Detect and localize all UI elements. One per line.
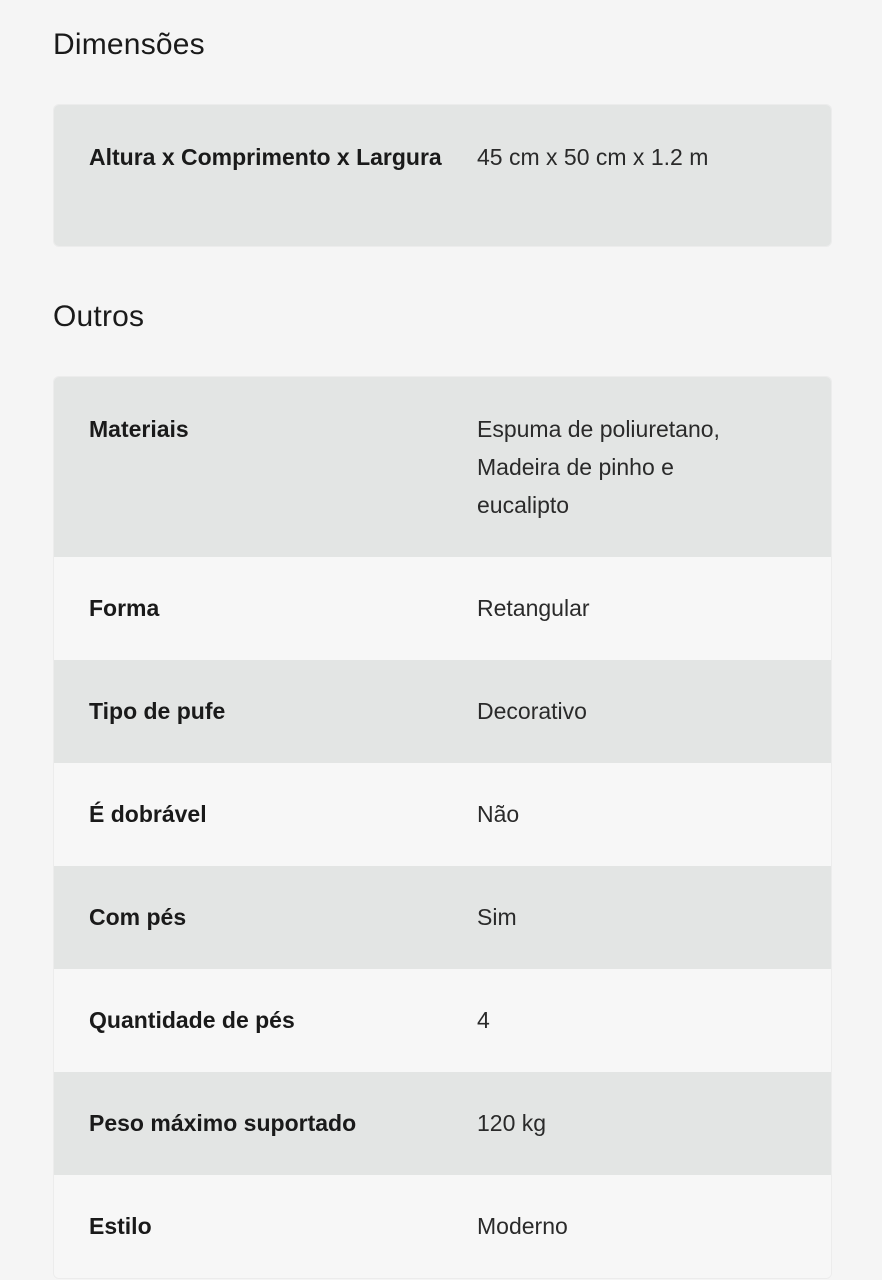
spec-label: Estilo: [89, 1213, 152, 1239]
spec-value: Decorativo: [477, 698, 587, 724]
spec-label: Tipo de pufe: [89, 698, 226, 724]
spec-row-estilo: [54, 1175, 831, 1278]
section-title-dimensoes: Dimensões: [53, 28, 205, 61]
spec-value: Retangular: [477, 595, 590, 621]
spec-value: Espuma de poliuretano, Madeira de pinho e eucalipto: [477, 416, 720, 518]
spec-value: 45 cm x 50 cm x 1.2 m: [477, 144, 709, 170]
spec-label: Forma: [89, 595, 160, 621]
spec-label: É dobrável: [89, 801, 207, 827]
spec-label: Quantidade de pés: [89, 1007, 295, 1033]
spec-row-com-pes: [54, 866, 831, 969]
spec-label: Materiais: [89, 416, 189, 442]
spec-row-tipo-de-pufe: [54, 660, 831, 763]
spec-value: Não: [477, 801, 520, 827]
spec-row-e-dobravel: [54, 763, 831, 866]
spec-row-forma: [54, 557, 831, 660]
section-title-outros: Outros: [53, 300, 145, 333]
spec-row-materiais: [54, 377, 831, 557]
spec-value: 4: [477, 1007, 490, 1033]
spec-value: Sim: [477, 904, 517, 930]
spec-row-peso-maximo: [54, 1072, 831, 1175]
spec-row-dimensions: [54, 105, 831, 246]
spec-value: 120 kg: [477, 1110, 547, 1136]
others-table: [53, 376, 832, 1279]
spec-row-quantidade-de-pes: [54, 969, 831, 1072]
spec-label: Altura x Comprimento x Largura: [89, 144, 442, 170]
dimensions-table: [53, 104, 832, 247]
spec-label: Peso máximo suportado: [89, 1110, 357, 1136]
spec-value: Moderno: [477, 1213, 568, 1239]
spec-label: Com pés: [89, 904, 187, 930]
